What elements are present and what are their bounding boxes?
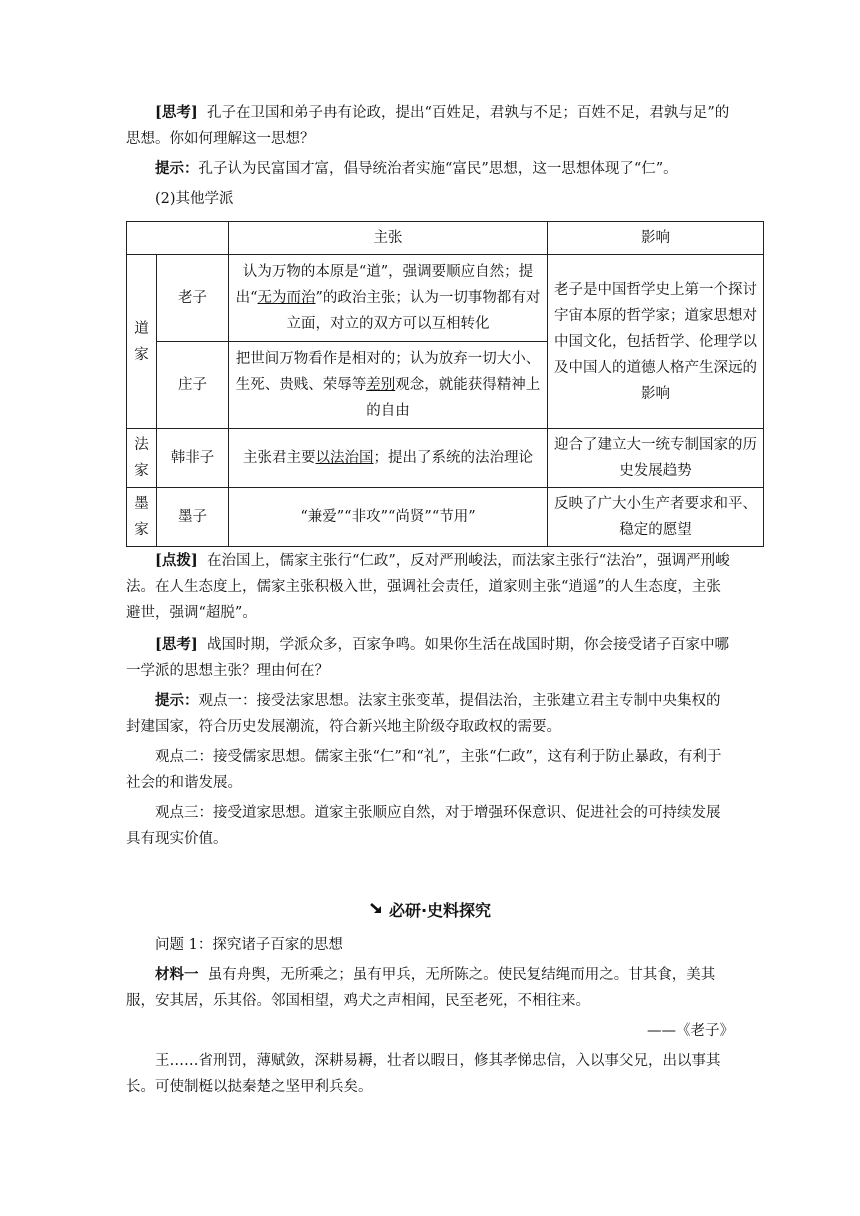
claim-laozi [229,255,548,342]
schools-table [126,221,764,547]
table-header-row [127,222,764,255]
material-block [126,932,734,1100]
material-tag: 材料一 [155,966,199,983]
note-text: 在治国上，儒家主张行“仁政”，反对严刑峻法，而法家主张行“法治”，强调严刑峻法。在人生态度上，儒家主张积极入世，强调社会责任，道家则主张“逍遥”的人生态度，主张避世，强调“超脱”。 [126,553,730,621]
person-zhuangzi: 庄子 [157,342,229,429]
hint-tag: 提示： [155,160,199,177]
view-two: 观点二：接受儒家思想。儒家主张“仁”和“礼”，主张“仁政”，这有利于防止暴政，有利于社会的和谐发展。 [126,749,722,791]
claim-text: 把世间万物看作是相对的；认为放弃一切大小、生死、贵贱、荣辱等 [235,351,541,393]
influence-daojia: 老子是中国哲学史上第一个探讨宇宙本原的哲学家；道家思想对中国文化，包括哲学、伦理学以及中国人的道德人格产生深远的影响 [548,255,764,429]
claim-mojia: “兼爱”“非攻”“尚贤”“节用” [229,488,548,547]
material-source: ——《老子》 [647,1023,734,1039]
think-tag: [思考] [155,636,198,653]
header-claims: 主张 [229,222,548,255]
table-row [127,429,764,488]
view-three: 观点三：接受道家思想。道家主张顺应自然，对于增强环保意识、促进社会的可持续发展具有现实价值。 [126,805,721,847]
section-title: 必研·史料探究 [388,901,492,920]
claim-text: 观念，就能获得精神上的自由 [366,377,541,419]
header-empty-cell [127,222,229,255]
claim-text: ；提出了系统的法治理论 [373,450,533,466]
hint-text: 观点一：接受法家思想。法家主张变革，提倡法治，主张建立君主专制中央集权的封建国家，符合历史发展潮流，符合新兴地主阶级夺取政权的需要。 [126,693,721,735]
think-block-1 [126,100,734,212]
subsection-title: (2)其他学派 [155,191,234,207]
table-row [127,255,764,342]
claim-text: 主张君主要 [243,450,316,466]
think-tag: [思考] [155,104,198,121]
claim-text: ”的政治主张；认为一切事物都有对立面，对立的双方可以互相转化 [286,290,541,332]
material-text-2: 王……省刑罚，薄赋敛，深耕易耨，壮者以暇日，修其孝悌忠信，入以事父兄，出以事其长。可使制梃以挞秦楚之坚甲利兵矣。 [126,1053,721,1095]
school-daojia: 道家 [127,255,157,429]
school-mojia: 墨家 [127,488,157,547]
claim-underlined: 以法治国 [315,450,374,466]
person-laozi: 老子 [157,255,229,342]
school-fajia: 法家 [127,429,157,488]
claim-fajia [229,429,548,488]
person-hanfeizi: 韩非子 [157,429,229,488]
person-mozi: 墨子 [157,488,229,547]
material-text: 虽有舟舆，无所乘之；虽有甲兵，无所陈之。使民复结绳而用之。甘其食，美其服，安其居，乐其俗。邻国相望，鸡犬之声相闻，民至老死，不相往来。 [126,967,716,1009]
note-tag: [点拨] [155,552,198,569]
question-title: 问题 1：探究诸子百家的思想 [155,937,343,953]
hint-text: 孔子认为民富国才富，倡导统治者实施“富民”思想，这一思想体现了“仁”。 [198,161,678,177]
claim-text: 认为万物的本原是“道”，强调要顺应自然；提出“ [235,264,534,306]
claim-underlined: 差别 [366,377,396,393]
influence-fajia: 迎合了建立大一统专制国家的历史发展趋势 [548,429,764,488]
discussion-block [126,548,734,852]
arrow-down-right-icon [369,901,385,920]
table-row [127,488,764,547]
claim-underlined: 无为而治 [257,290,316,306]
section-heading [0,898,860,921]
influence-mojia: 反映了广大小生产者要求和平、稳定的愿望 [548,488,764,547]
claim-zhuangzi [229,342,548,429]
think-text: 战国时期，学派众多，百家争鸣。如果你生活在战国时期，你会接受诸子百家中哪一学派的思想主张？理由何在？ [126,637,729,679]
hint-tag: 提示： [155,692,199,709]
think-text: 孔子在卫国和弟子冉有论政，提出“百姓足，君孰与不足；百姓不足，君孰与足”的思想。你如何理解这一思想？ [126,105,730,147]
header-influence: 影响 [548,222,764,255]
